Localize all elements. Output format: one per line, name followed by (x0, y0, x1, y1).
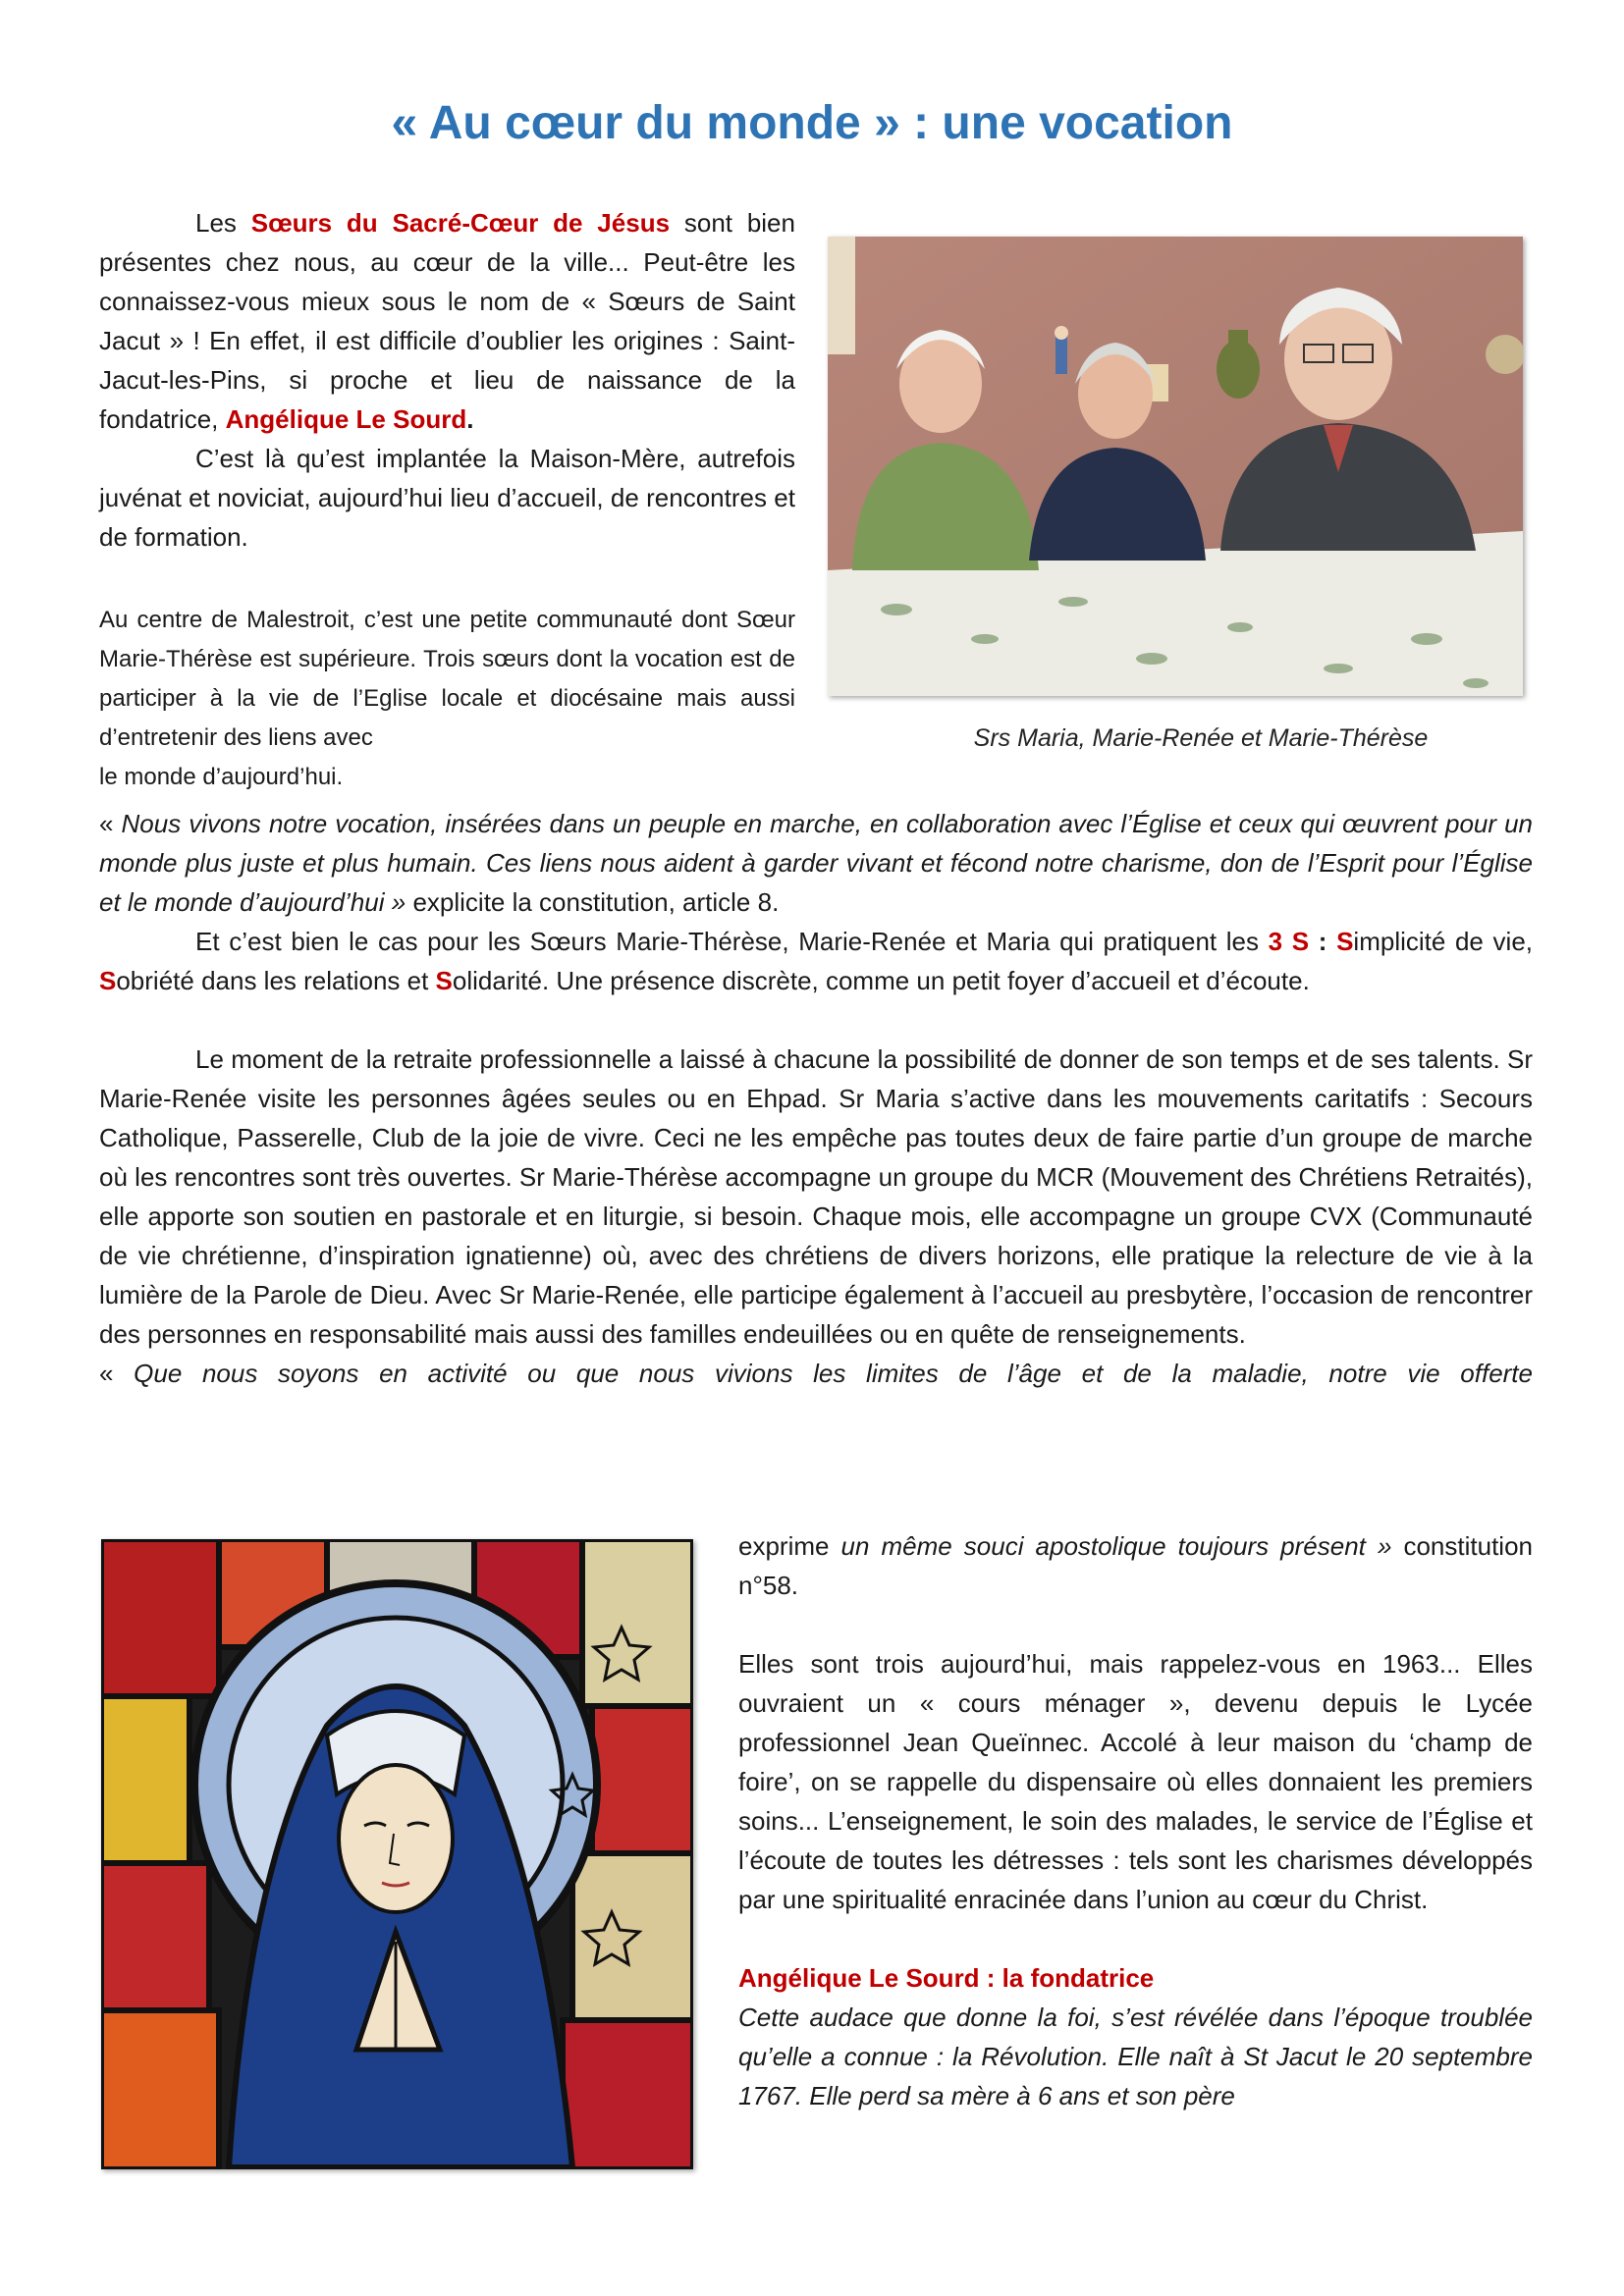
intro-text: Les (195, 208, 251, 238)
constitution-quote-2-line-1 (99, 1354, 1533, 1393)
three-s-text: Et c’est bien le cas pour les Sœurs Marie-Thérèse, Marie-Renée et Maria qui pratiquent les (195, 927, 1269, 956)
intro-paragraph-1 (99, 203, 795, 439)
intro-text: . (466, 404, 474, 434)
history-paragraph: Elles sont trois aujourd’hui, mais rappelez-vous en 1963... Elles ouvraient un « cours ménager », devenu depuis le Lycée professionnel Jean Queïnnec. Accolé à leur maison du ‘champ de foire’, on se rappelle du dispensaire où elles donnaient les premiers soins... L’enseignement, le soin des malades, le service de l’Église et l’écoute de toutes les détresses : tels sont les charismes développés par une spiritualité enracinée dans l’union au cœur du Christ. (738, 1649, 1533, 1914)
photo-caption: Srs Maria, Marie-Renée et Marie-Thérèse (973, 724, 1429, 752)
community-last-line: le monde d’aujourd’hui. (99, 764, 344, 790)
quote-source: explicite la constitution, article 8. (406, 887, 780, 917)
spacer (738, 1605, 1533, 1644)
quote-source: constitution n°58. (738, 1531, 1533, 1600)
quote-mark: « (99, 1359, 135, 1388)
s-letter: S (435, 966, 453, 995)
quote-section (99, 804, 1533, 1393)
retirement-paragraph: Le moment de la retraite professionnelle a laissé à chacune la possibilité de donner de son temps et de ses talents. Sr Marie-Renée visite les personnes âgées seules ou en Ehpad. Sr Maria s’active dans les mouvements caritatifs : Secours Catholique, Passerelle, Club de la joie de vivre. Ceci ne les empêche pas toutes deux de faire partie d’un groupe de marche où les rencontres sont très ouvertes. Sr Marie-Thérèse accompagne un groupe du MCR (Mouvement des Chrétiens Retraités), elle apporte son soutien en pastorale et en liturgie, si besoin. Chaque mois, elle accompagne un groupe CVX (Communauté de vie chrétienne, d’inspiration ignatienne) où, avec des chrétiens de divers horizons, elle pratique la relecture de vie à la lumière de la Parole de Dieu. Avec Sr Marie-Renée, elle participe également à l’accueil au presbytère, l’occasion de rencontrer des personnes en responsabilité mais aussi des familles endeuillées ou en quête de renseignements. (99, 1044, 1533, 1349)
founder-heading: Angélique Le Sourd : la fondatrice (738, 1963, 1155, 1993)
intro-text: sont bien présentes chez nous, au cœur de la ville... Peut-être les connaissez-vous mieux sous le nom de « Sœurs de Saint Jacut » ! En effet, il est difficile d’oublier les origines : Saint-Jacut-les-Pins, si proche et lieu de naissance de la fondatrice, (99, 208, 795, 434)
quote-text: Que nous soyons en activité ou que nous vivions les limites de l’âge et de la maladie, notre vie offerte (134, 1359, 1533, 1388)
s-letter: S (1336, 927, 1354, 956)
quote-text: exprime (738, 1531, 841, 1561)
three-s-paragraph (99, 922, 1533, 1000)
quote-mark: « (99, 809, 122, 838)
constitution-quote-1 (99, 804, 1533, 922)
three-s-text: obriété dans les relations et (116, 966, 436, 995)
three-s-text: implicité de vie, (1353, 927, 1533, 956)
three-s-text: : (1309, 927, 1327, 956)
founder-name: Angélique Le Sourd (225, 404, 467, 434)
congregation-name: Sœurs du Sacré-Cœur de Jésus (250, 208, 671, 238)
founder-paragraph (738, 1998, 1533, 2115)
three-s-text: olidarité. Une présence discrète, comme un petit foyer d’accueil et d’écoute. (452, 966, 1310, 995)
founder-text: Cette audace que donne la foi, s’est révélée dans l’époque troublée qu’elle a connue : la Révolution. Elle naît à St Jacut le 20 septembre 1767. Elle perd sa mère à 6 ans et son père (738, 2002, 1533, 2110)
community-paragraph: Au centre de Malestroit, c’est une petite communauté dont Sœur Marie-Thérèse est supérieure. Trois sœurs dont la vocation est de participer à la vie de l’Eglise locale et diocésaine mais aussi d’entretenir des liens avec (99, 607, 795, 751)
page-title: « Au cœur du monde » : une vocation (391, 97, 1233, 149)
stained-glass-image (101, 1539, 693, 2169)
quote-text: un même souci apostolique toujours présent » (840, 1531, 1392, 1561)
quote-text: Nous vivons notre vocation, insérées dans un peuple en marche, en collaboration avec l’Église et ceux qui œuvrent pour un monde plus juste et plus humain. Ces liens nous aident à garder vivant et fécond notre charisme, don de l’Esprit pour l’Église et le monde d’aujourd’hui » (99, 809, 1534, 917)
community-section (99, 601, 795, 797)
right-column (738, 1526, 1533, 2115)
intro-paragraph-2: C’est là qu’est implantée la Maison-Mère, autrefois juvénat et noviciat, aujourd’hui lieu d’accueil, de rencontres et de formation. (99, 444, 795, 552)
constitution-quote-2-cont (738, 1526, 1533, 1605)
spacer (738, 1919, 1533, 1958)
spacer (99, 1000, 1533, 1040)
three-s-label: 3 S (1268, 927, 1310, 956)
sisters-photo (828, 237, 1523, 696)
intro-section (99, 203, 795, 557)
s-letter: S (99, 966, 117, 995)
